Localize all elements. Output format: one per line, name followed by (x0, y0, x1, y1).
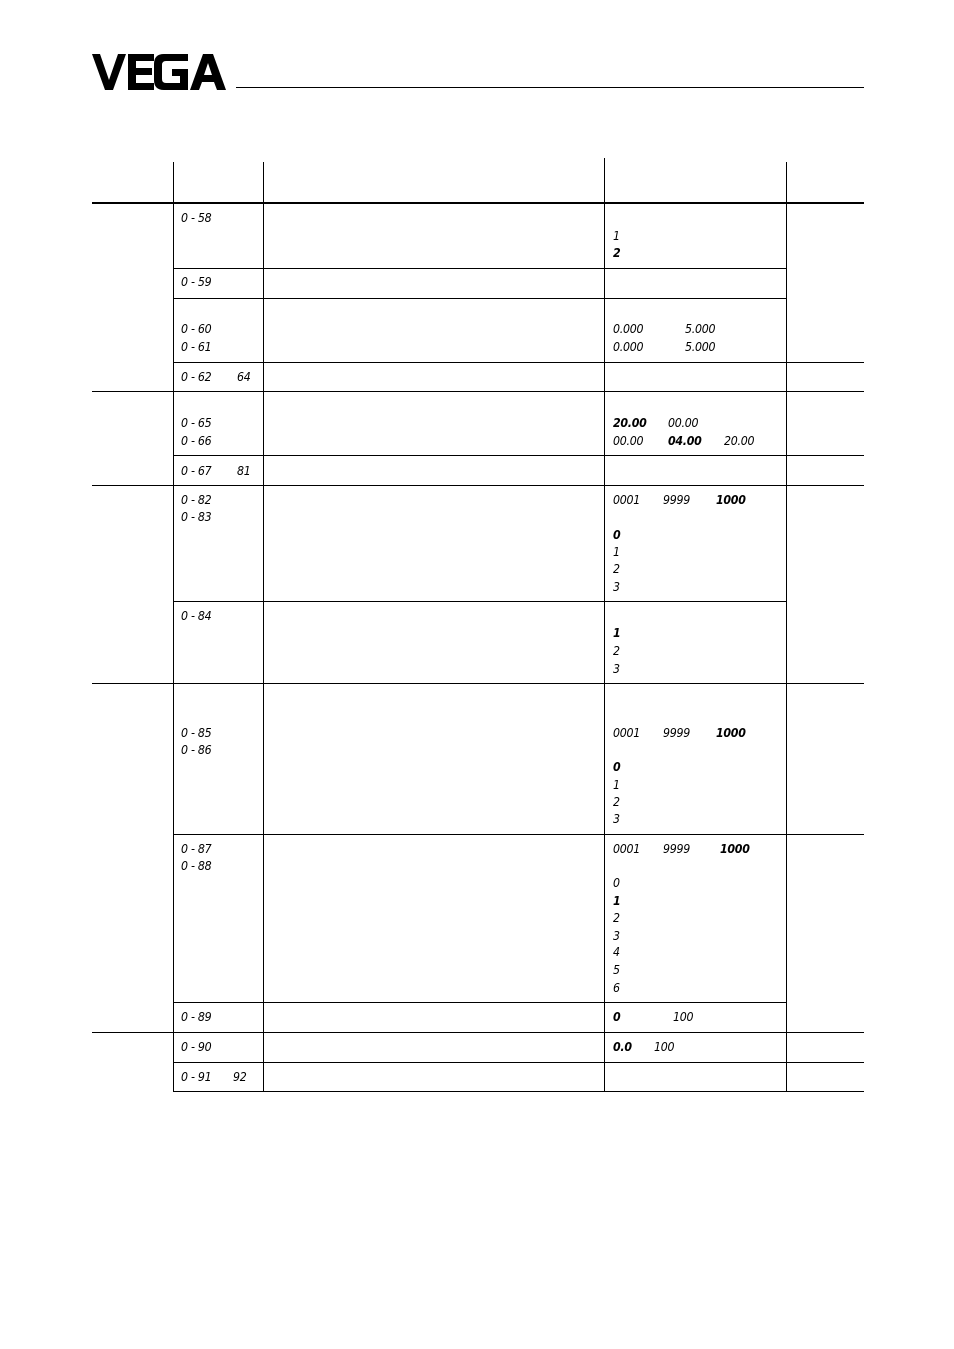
value-max: 100 (673, 1010, 694, 1024)
value-option-3: 3 (613, 580, 620, 594)
code-0-61: 0 - 61 (181, 340, 212, 354)
value-option-1-default: 1 (613, 894, 621, 908)
range-min: 0.000 (613, 322, 644, 336)
code-81: 81 (237, 464, 251, 478)
code-0-59: 0 - 59 (181, 275, 212, 289)
code-0-58: 0 - 58 (181, 211, 212, 225)
value-option-6: 6 (613, 981, 620, 995)
code-0-67: 0 - 67 (181, 464, 212, 478)
value-option-1-default: 1 (613, 626, 621, 640)
value-max: 100 (654, 1040, 675, 1054)
value-default: 1000 (716, 493, 746, 507)
value-default: 1000 (716, 726, 746, 740)
value-min: 0001 (613, 493, 640, 507)
value-option-0-default: 0 (613, 760, 621, 774)
code-0-62: 0 - 62 (181, 370, 212, 384)
value-option-5: 5 (613, 963, 620, 977)
code-0-65: 0 - 65 (181, 416, 212, 430)
value-min: 00.00 (613, 434, 644, 448)
code-92: 92 (233, 1070, 247, 1084)
value-option-2: 2 (613, 911, 620, 925)
value-option-1: 1 (613, 545, 620, 559)
range-min: 0.000 (613, 340, 644, 354)
value-option-2: 2 (613, 795, 620, 809)
code-0-82: 0 - 82 (181, 493, 212, 507)
range-max: 5.000 (685, 322, 716, 336)
code-0-60: 0 - 60 (181, 322, 212, 336)
value-option-3: 3 (613, 662, 620, 676)
code-0-90: 0 - 90 (181, 1040, 212, 1054)
code-0-84: 0 - 84 (181, 609, 212, 623)
value-default: 0 (613, 1010, 621, 1024)
value-default: 04.00 (668, 434, 702, 448)
value-default: 1000 (720, 842, 750, 856)
value-min: 0001 (613, 842, 640, 856)
value-option-0-default: 0 (613, 528, 621, 542)
code-0-88: 0 - 88 (181, 859, 212, 873)
code-0-83: 0 - 83 (181, 510, 212, 524)
value-option-2-default: 2 (613, 246, 621, 260)
value-default: 20.00 (613, 416, 647, 430)
code-64: 64 (237, 370, 251, 384)
value-max: 9999 (663, 726, 690, 740)
value-min: 00.00 (668, 416, 699, 430)
range-max: 5.000 (685, 340, 716, 354)
code-0-91: 0 - 91 (181, 1070, 212, 1084)
code-0-87: 0 - 87 (181, 842, 212, 856)
value-max: 20.00 (724, 434, 755, 448)
value-max: 9999 (663, 842, 690, 856)
value-option-1: 1 (613, 778, 620, 792)
code-0-86: 0 - 86 (181, 743, 212, 757)
header-rule (236, 87, 864, 88)
value-option-2: 2 (613, 562, 620, 576)
vega-logo (92, 54, 226, 90)
value-default: 0.0 (613, 1040, 632, 1054)
code-0-85: 0 - 85 (181, 726, 212, 740)
value-option-3: 3 (613, 929, 620, 943)
value-option-1: 1 (613, 229, 620, 243)
value-option-0: 0 (613, 876, 620, 890)
code-0-89: 0 - 89 (181, 1010, 212, 1024)
value-option-4: 4 (613, 945, 620, 959)
value-min: 0001 (613, 726, 640, 740)
value-option-3: 3 (613, 812, 620, 826)
code-0-66: 0 - 66 (181, 434, 212, 448)
value-option-2: 2 (613, 644, 620, 658)
value-max: 9999 (663, 493, 690, 507)
